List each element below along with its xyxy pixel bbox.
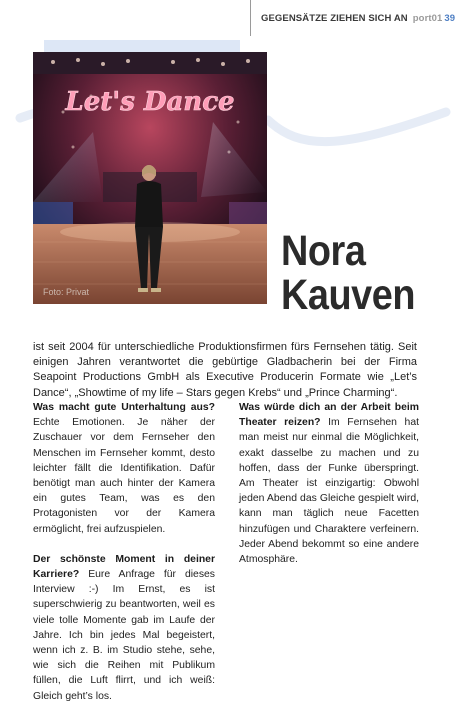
qa-question: Was würde dich an der Arbeit beim Theater reizen? bbox=[239, 402, 419, 429]
person-first-name: Nora bbox=[281, 227, 366, 275]
qa-question: Der schönste Moment in deiner Karriere? bbox=[33, 553, 215, 581]
lets-dance-sign: Let's Dance bbox=[65, 87, 235, 117]
qa-block bbox=[239, 400, 419, 567]
section-title: GEGENSÄTZE ZIEHEN SICH AN bbox=[261, 13, 408, 24]
running-head bbox=[261, 13, 455, 24]
article-column-left bbox=[33, 400, 215, 719]
intro-paragraph: ist seit 2004 für unterschiedliche Produktionsfirmen fürs Fernsehen tätig. Seit einigen Jahren verantwortet die gebürtige Gladbacherin bei der Firma Seapoint Productions GmbH als Executive Producerin Formate wie „Let’s Dance“, „Showtime of my life – Stars gegen Krebs“ und „Prince Charming“. bbox=[33, 341, 417, 399]
qa-block bbox=[33, 400, 215, 537]
qa-block bbox=[33, 552, 215, 704]
photo-credit: Foto: Privat bbox=[43, 287, 90, 297]
person-last-name: Kauven bbox=[281, 271, 416, 319]
qa-answer: Echte Emotionen. Je näher der Zuschauer vor dem Fernseher den Menschen im Fernseher kommt, desto leichter fällt die Identifikation. Dafür benötigt man auch hinter der Kamera ein gutes Team, was es den Protagonisten vor der Kamera ermöglicht, frei aufzuspielen. bbox=[33, 417, 215, 535]
magazine-brand: port01 bbox=[412, 13, 443, 24]
qa-answer: Im Fernsehen hat man meist nur einmal die Möglichkeit, exakt dasselbe zu machen und zu hoffen, dass der Funke überspringt. Am Theater ist einzigartig: Obwohl jeden Abend das Gleiche gespielt wird, kann man täglich neue Facetten hinzufügen und Charaktere verfeinern. Jeder Abend bekommt so eine andere Atmosphäre. bbox=[239, 417, 419, 566]
page-number: 39 bbox=[444, 13, 455, 24]
portrait-photo bbox=[33, 52, 267, 304]
header-divider bbox=[250, 0, 251, 36]
qa-answer: Eure Anfrage für dieses Interview :-) Im Ernst, es ist superschwierig zu beantworten, weil es viele tolle Momente gab im Laufe der Jahre. Ich bin jedes Mal begeistert, wenn ich z. B. im Studio stehe, sehe, wie sich die Reihen mit Publikum füllen, die Luft flirrt, und ich weiß: Gleich geht’s los. bbox=[33, 569, 215, 702]
qa-question: Was macht gute Unterhaltung aus? bbox=[33, 402, 215, 413]
person-name bbox=[281, 229, 433, 317]
studio-scene-image bbox=[33, 52, 267, 304]
article-column-right bbox=[239, 400, 419, 582]
